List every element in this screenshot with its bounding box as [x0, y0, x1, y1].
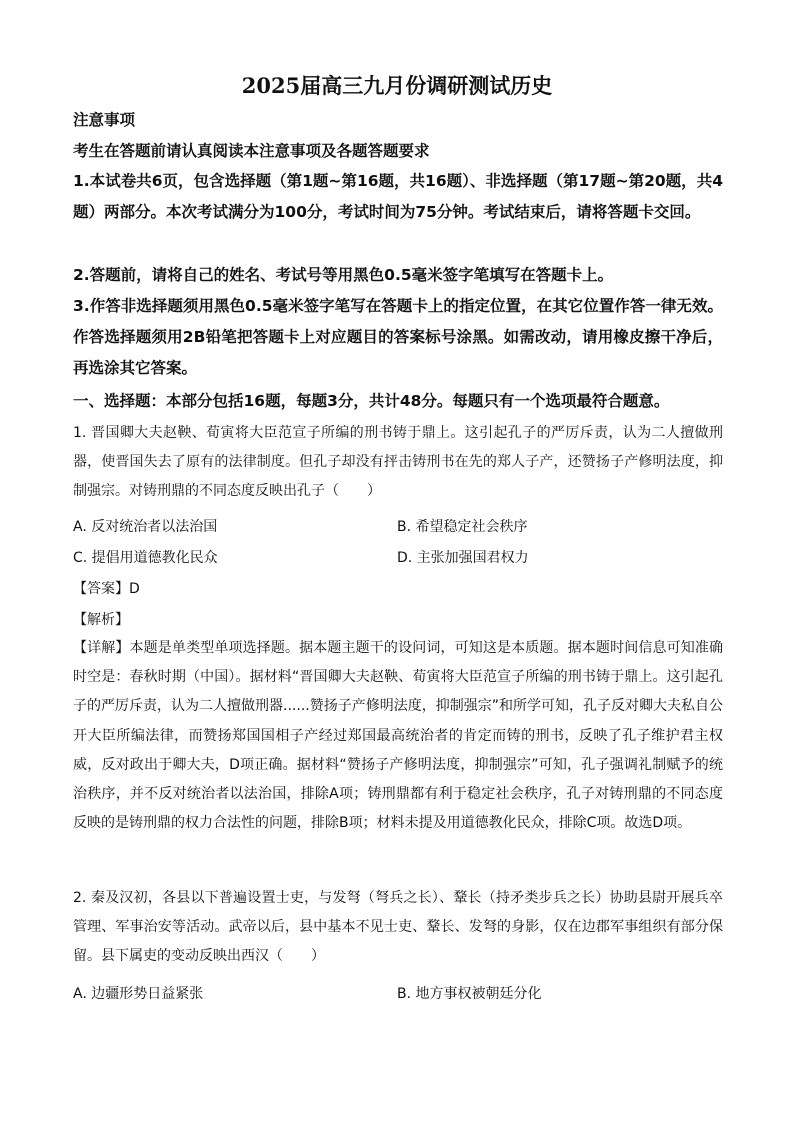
notice-item-1: 1.本试卷共6页，包含选择题（第1题~第16题，共16题）、非选择题（第17题~第20题，共4题）两部分。本次考试满分为100分，考试时间为75分钟。考试结束后，请将答题卡交回。 [73, 172, 723, 221]
question-1-option-a: A. 反对统治者以法治国 [73, 519, 218, 535]
question-1-option-d: D. 主张加强国君权力 [397, 550, 529, 566]
question-2-option-b: B. 地方事权被朝廷分化 [397, 986, 542, 1002]
question-1-answer: 【答案】D [73, 581, 140, 597]
page-title: 2025届高三九月份调研测试历史 [241, 73, 553, 98]
question-1-detail: 【详解】本题是单类型单项选择题。据本题主题干的设问词，可知这是本质题。据本题时间信息可知准确时空是：春秋时期（中国）。据材料“晋国卿大夫赵鞅、荀寅将大臣范宣子所编的刑书铸于鼎上。这引起孔子的严厉斥责，认为二人擅做刑器......赞扬子产修明法度，抑制强宗”和所学可知，孔子反对卿大夫私自公开大臣所编法律，而赞扬郑国国相子产经过郑国最高统治者的肯定而铸的刑书，反映了孔子维护君主权威，反对政出于卿大夫，D项正确。据材料“赞扬子产修明法度，抑制强宗”可知，孔子强调礼制赋予的统治秩序，并不反对统治者以法治国，排除A项；铸刑鼎都有利于稳定社会秩序，孔子对铸刑鼎的不同态度反映的是铸刑鼎的权力合法性的问题，排除B项；材料未提及用道德教化民众，排除C项。故选D项。 [73, 640, 723, 832]
notice-item-2: 2.答题前，请将自己的姓名、考试号等用黑色0.5毫米签字笔填写在答题卡上。 [73, 266, 614, 284]
notice-heading: 注意事项 [73, 111, 136, 129]
notice-item-3: 3.作答非选择题须用黑色0.5毫米签字笔写在答题卡上的指定位置，在其它位置作答一律无效。作答选择题须用2B铅笔把答题卡上对应题目的答案标号涂黑。如需改动，请用橡皮擦干净后，再选涂其它答案。 [73, 297, 723, 377]
question-1-stem: 1. 晋国卿大夫赵鞅、荀寅将大臣范宣子所编的刑书铸于鼎上。这引起孔子的严厉斥责，认为二人擅做刑器，使晋国失去了原有的法律制度。但孔子却没有抨击铸刑书在先的郑人子产，还赞扬子产修明法度，抑制强宗。对铸刑鼎的不同态度反映出孔子（ ） [73, 425, 723, 500]
section-heading: 一、选择题：本部分包括16题，每题3分，共计48分。每题只有一个选项最符合题意。 [73, 392, 670, 410]
question-1-option-c: C. 提倡用道德教化民众 [73, 550, 218, 566]
notice-intro: 考生在答题前请认真阅读本注意事项及各题答题要求 [73, 142, 430, 160]
question-2-stem: 2. 秦及汉初，各县以下普遍设置士吏，与发弩（弩兵之长）、鞪长（持矛类步兵之长）协助县尉开展兵卒管理、军事治安等活动。武帝以后，县中基本不见士吏、鞪长、发弩的身影，仅在边郡军事组织有部分保留。县下属吏的变动反映出西汉（ ） [73, 890, 723, 965]
question-1-option-b: B. 希望稳定社会秩序 [397, 519, 528, 535]
question-2-option-a: A. 边疆形势日益紧张 [73, 986, 204, 1002]
question-1-analysis-label: 【解析】 [73, 612, 129, 628]
